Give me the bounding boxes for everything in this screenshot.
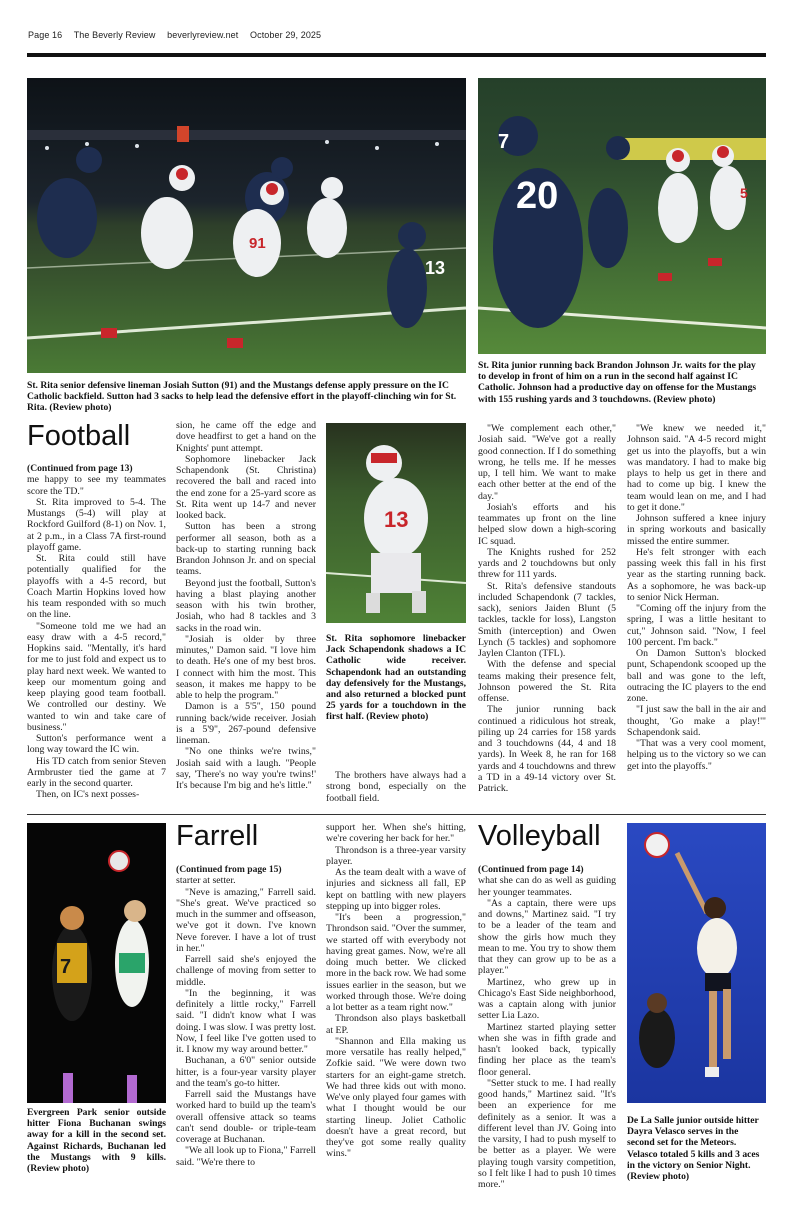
paragraph: "Someone told me we had an easy draw with a 4-5 record," Hopkins said. "Mentally, it's hard for me to just fold and expect us to play hard next week. We wanted to keep our momentum going and keep playing good team football. We controlled our destiny. We wanted to win and take care of business.": [27, 620, 166, 733]
paragraph: His TD catch from senior Steven Armbruster tied the game at 7 early in the second quarter.: [27, 755, 166, 789]
continued-from: (Continued from page 13): [27, 463, 133, 474]
paragraph: sion, he came off the edge and dove headfirst to get a hand on the Knights' punt attempt.: [176, 420, 316, 454]
volleyball-spike-photo: [27, 823, 166, 1103]
paragraph: "Setter stuck to me. I had really good hands," Martinez said. "It's been an experience for me definitely as a senior. It was a different level than JV. Going into the varsity, I had to push myself to be better as a player. We were playing tough varsity competition, so I felt like I had to push 10 times more.": [478, 1077, 616, 1190]
jersey-number: 7: [60, 956, 72, 978]
paragraph: Johnson suffered a knee injury in spring workouts and basically missed the entire summer.: [627, 513, 766, 547]
paragraph: "As a captain, there were ups and downs," Martinez said. "I try to be a leader of the team and show the girls how much they mean to me. You try to show them that they can grow up to be as a player.": [478, 897, 616, 977]
paragraph: "Shannon and Ella making us more versatile has really helped," Zofkie said. "We were down two starters for an eight-game stretch. We had three kids out with mono. We've only played four games with what I thought would be our starting lineup. Joliet Catholic doesn't have a great record, but they've got some really quality wins.": [326, 1035, 466, 1160]
paragraph: Farrell said she's enjoyed the challenge of moving from setter to middle.: [176, 954, 316, 988]
paragraph: "It's been a progression," Throndson said. "Over the summer, we started off with everybody not having great games. Now, we're all doing much better. We clicked more in the back row. We had some issues earlier in the season, but we worked through those. We're doing a lot better as a team right now.": [326, 912, 466, 1013]
paragraph: Farrell said the Mustangs have worked hard to build up the team's overall offensive attack so teams can't send double- or triple-team coverage at Buchanan.: [176, 1089, 316, 1145]
jersey-number: 13: [425, 258, 446, 278]
volleyball-serve-photo-icon: [627, 823, 766, 1103]
paragraph: "We all look up to Fiona," Farrell said. "We're there to: [176, 1145, 317, 1168]
jersey-number: 5: [740, 185, 748, 201]
issue-date: October 29, 2025: [250, 30, 322, 40]
volleyball-serve-photo: [627, 823, 766, 1103]
story-headline-football: Football: [27, 420, 131, 452]
paragraph: St. Rita improved to 5-4. The Mustangs (5-4) will play at Rockford Guilford (8-1) on Nov. 1, at 2 p.m., in a Class 7A first-round playoff game.: [27, 496, 166, 553]
story-headline-farrell: Farrell: [176, 820, 259, 852]
story-column: [478, 423, 616, 794]
paragraph: "In the beginning, it was definitely a little rocky," Farrell said. "I didn't know what I was doing. I was slow. I was pretty lost. Now, I feel like I've gotten used to it. I know my way around better.": [176, 987, 316, 1055]
football-action-photo-icon: [478, 78, 766, 354]
page-folio: [28, 30, 330, 40]
football-action-photo-right: [478, 78, 766, 354]
paragraph: Sophomore linebacker Jack Schapendonk (St. Christina) recovered the ball and raced into the end zone for a 25-yard score as St. Rita went up 14-7 and never looked back.: [176, 453, 316, 521]
paragraph: Martinez started playing setter when she was in fifth grade and hasn't looked back, typically finding her place as the team's floor general.: [478, 1021, 616, 1078]
paragraph: "Neve is amazing," Farrell said. "She's great. We've practiced so much in the summer and offseason, we've got it down. I've known Neve forever. I have a lot of trust in her.": [176, 886, 316, 954]
paragraph: As the team dealt with a wave of injuries and sickness all fall, EP kept on battling with new players stepping up into bigger roles.: [326, 867, 466, 912]
paragraph: "We complement each other," Josiah said. "We've got a really good connection. If I do something wrong, he tells me. If he messes up, I tell him. We want to make each other better at the end of the day.": [478, 423, 616, 502]
jersey-number: 20: [516, 175, 559, 217]
paragraph: Then, on IC's next posses-: [36, 789, 140, 801]
paragraph: Josiah's efforts and his teammates up front on the line helped slow down a high-scoring IC squad.: [478, 501, 616, 547]
paragraph: Buchanan, a 6'0" senior outside hitter, is a four-year varsity player and the team's go-to hitter.: [176, 1055, 316, 1089]
football-linebacker-photo-icon: [326, 423, 466, 623]
paragraph: Throndson also plays basketball at EP.: [326, 1013, 466, 1036]
paragraph: The brothers have always had a strong bond, especially on the football field.: [326, 770, 466, 804]
photo-caption: St. Rita junior running back Brandon Johnson Jr. waits for the play to develop in front of him on a run in the second half against IC Catholic. Johnson had a productive day on offense for the Mustangs with 155 rushing yards and 3 touchdowns. (Review photo): [478, 360, 757, 405]
paragraph: "That was a very cool moment, helping us to the victory so we can get into the playoffs.": [627, 738, 766, 772]
paragraph: Sutton has been a strong performer all season, both as a back-up to starting running back Brandon Johnson Jr. and on special teams.: [176, 521, 316, 578]
story-column: [326, 770, 466, 804]
header-rule: [27, 53, 766, 57]
paragraph: starter at setter.: [176, 875, 236, 887]
volleyball-spike-photo-icon: [27, 823, 166, 1103]
paragraph: The Knights rushed for 252 yards and 2 touchdowns but only threw for 111 yards.: [478, 546, 616, 581]
paragraph: Damon is a 5'5", 150 pound running back/wide receiver. Josiah is a 5'9", 267-pound defensive lineman.: [176, 701, 316, 746]
paragraph: support her. When she's hitting, we're covering her back for her.": [326, 822, 466, 845]
paragraph: St. Rita could still have potentially qualified for the playoffs with a 4-5 record, but Coach Martin Hopkins loved how his team responded with so much on the line.: [27, 553, 166, 621]
paragraph: St. Rita's defensive standouts included Schapendonk (7 tackles, sack), seniors Jaiden Blunt (5 tackles, tackle for loss), Langston Smith (interception) and Owen Lynch (5 tackles) and sophomore Jaylen Clanton (TFL).: [478, 580, 616, 659]
football-action-photo-icon: [27, 78, 466, 373]
paragraph: me happy to see my teammates score the TD.": [27, 474, 166, 497]
paragraph: "No one thinks we're twins," Josiah said with a laugh. "People say, 'There's no way you're twins!' It's because I'm big and he's little.": [176, 746, 316, 791]
paragraph: With the defense and special teams making their presence felt, Johnson powered the St. Rita offense.: [478, 659, 616, 704]
photo-caption: St. Rita senior defensive lineman Josiah Sutton (91) and the Mustangs defense apply pressure on the IC Catholic backfield. Sutton had 3 sacks to help lead the defensive effort in the playoff-clinching win for St. Rita. (Review photo): [27, 380, 457, 414]
continued-from: (Continued from page 14): [478, 864, 584, 875]
page-number: Page 16: [28, 30, 63, 40]
paragraph: Beyond just the football, Sutton's having a blast playing another season with his twin brother, Josiah, who had 8 tackles and 3 sacks in the road win.: [176, 577, 316, 634]
jersey-number: 91: [249, 235, 266, 252]
paragraph: He's felt stronger with each passing week this fall in his first year as the starting running back. As a sophomore, he was back-up to senior Nick Herman.: [627, 546, 766, 603]
publication-name: The Beverly Review: [73, 30, 156, 40]
photo-caption: Evergreen Park senior outside hitter Fiona Buchanan swings away for a kill in the second set. Against Richards, Buchanan led the Mustangs with 9 kills. (Review photo): [27, 1107, 166, 1175]
paragraph: "Josiah is older by three minutes," Damon said. "I love him to death. He's one of my best bros. I connect with him the most. This season, it makes me happy to be able to help the program.": [176, 633, 316, 701]
jersey-number: 13: [384, 507, 409, 532]
paragraph: Throndson is a three-year varsity player.: [326, 844, 466, 867]
paragraph: "We knew we needed it," Johnson said. "A 4-5 record might get us into the playoffs, but a win was mandatory. I had to make big plays to help us get in there and had to come up big. I knew the team would lean on me, and I had to get it done.": [627, 423, 766, 513]
paragraph: what she can do as well as guiding her younger teammates.: [478, 875, 616, 898]
story-column: [627, 423, 766, 772]
paragraph: Martinez, who grew up in Chicago's East Side neighborhood, was a captain along with junior setter Lia Lazo.: [478, 976, 616, 1022]
story-column: [176, 420, 316, 791]
photo-caption: St. Rita sophomore linebacker Jack Schapendonk shadows a IC Catholic wide receiver. Schapendonk had an outstanding day defensively for the Mustangs, and also returned a blocked punt 25 yards for a touchdown in the first half. (Review photo): [326, 633, 466, 723]
story-column: [27, 463, 166, 801]
jersey-number: 7: [498, 131, 510, 153]
section-divider: [27, 814, 766, 815]
paragraph: Sutton's performance went a long way toward the IC win.: [27, 733, 166, 756]
website: beverlyreview.net: [167, 30, 239, 40]
football-action-photo-left: [27, 78, 466, 373]
football-linebacker-photo: [326, 423, 466, 623]
photo-caption: De La Salle junior outside hitter Dayra Velasco serves in the second set for the Meteors. Velasco totaled 5 kills and 3 aces in the victory on Senior Night. (Review photo): [627, 1115, 760, 1183]
continued-from: (Continued from page 15): [176, 864, 282, 875]
paragraph: The junior running back continued a ridiculous hot streak, piling up 24 carries for 158 yards and 3 touchdowns (44, 4 and 18 yards). In Week 8, he ran for 168 yards and 4 touchdowns and threw a TD in a 49-14 victory over St. Patrick.: [478, 704, 616, 794]
paragraph: On Damon Sutton's blocked punt, Schapendonk scooped up the ball and was gone to the left, outracing the IC players to the end zone.: [627, 648, 766, 704]
story-column: [326, 822, 466, 1160]
paragraph: "Coming off the injury from the spring, I was a little hesitant to cut," Johnson said. "Now, I feel 100 percent. I'm back.": [627, 603, 766, 648]
story-column: [176, 864, 316, 1168]
story-column: [478, 864, 616, 1190]
paragraph: "I just saw the ball in the air and thought, 'Go make a play!'" Schapendonk said.: [627, 704, 766, 738]
story-headline-volleyball: Volleyball: [478, 820, 601, 852]
